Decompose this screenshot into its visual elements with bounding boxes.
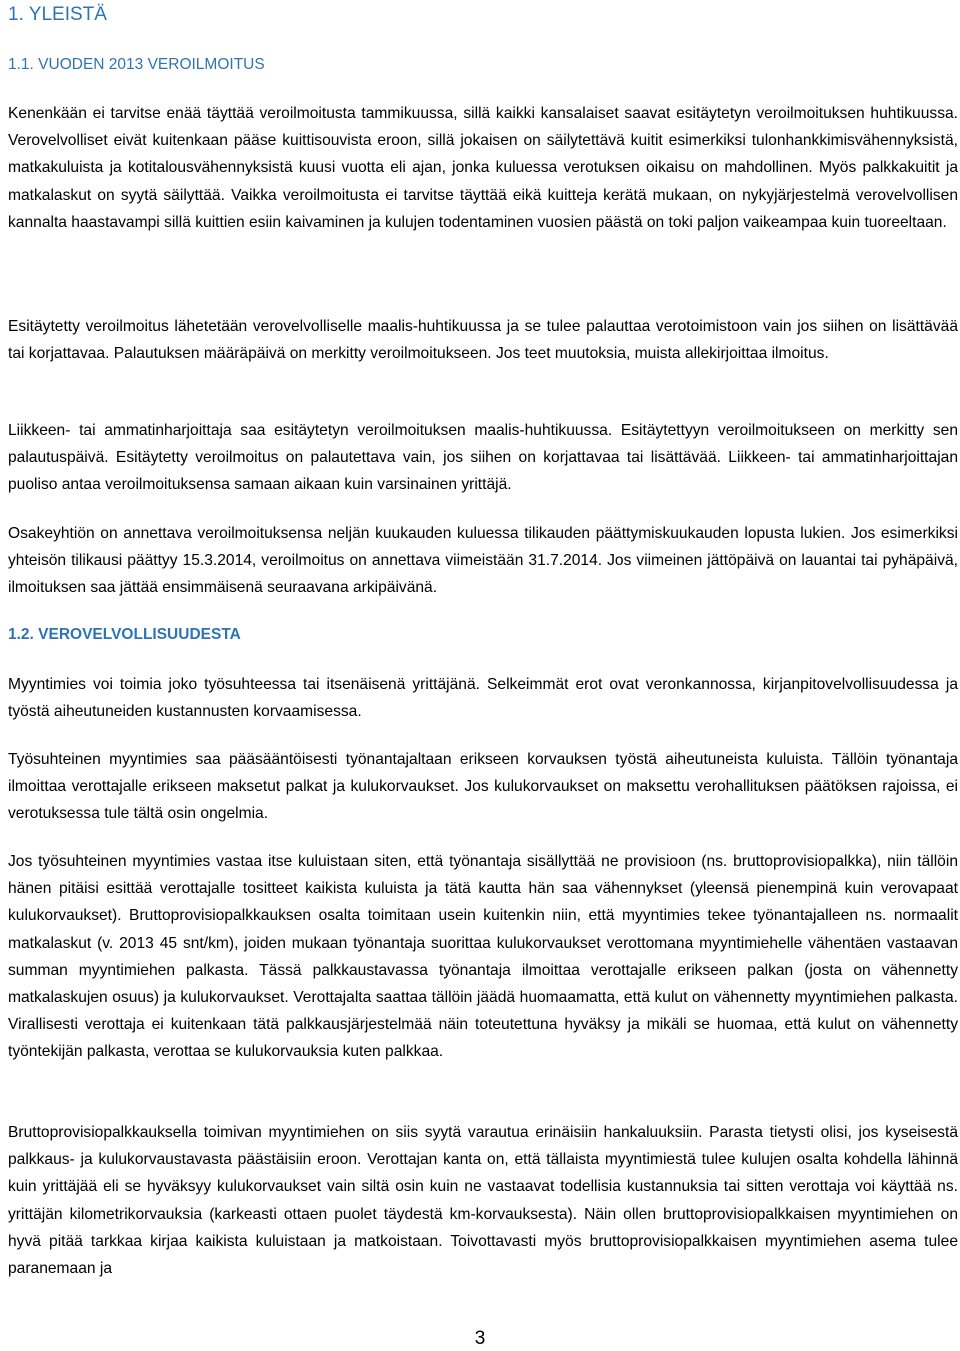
subsection-heading-veroilmoitus: 1.1. VUODEN 2013 VEROILMOITUS <box>8 56 265 73</box>
paragraph: Jos työsuhteinen myyntimies vastaa itse kuluistaan siten, että työnantaja sisällyttää ne provisioon (ns. bruttoprovisiopalkka), niin tällöin hänen pitäisi esittää verottajalle tositteet kaikista kuluista ja tätä kautta hän saa vähennykset (yleensä pienempinä kuin verovapaat kulukorvaukset). Bruttoprovisiopalkkauksen osalta toimitaan usein kuitenkin niin, että myyntimies tekee työnantajalleen ns. normaalit matkalaskut (v. 2013 45 snt/km), joiden mukaan työnantaja suorittaa kulukorvaukset verottomana myyntimiehelle vähentäen vastaavan summan myyntimiehen palkasta. Tässä palkkaustavassa työnantaja ilmoittaa verottajalle erikseen palkan (josta on vähennetty matkalaskujen osuus) ja kulukorvaukset. Verottajalta saattaa tällöin jäädä huomaamatta, että kulut on vähennetty myyntimiehen palkasta. Virallisesti verottaja ei kuitenkaan tätä palkkausjärjestelmää näin toteutettuna hyväksy ja mikäli se huomaa, että kulut on vähennetty työntekijän palkasta, verottaa se kulukorvauksia kuten palkkaa. <box>8 853 958 1061</box>
paragraph: Osakeyhtiön on annettava veroilmoituksensa neljän kuukauden kuluessa tilikauden päättymiskuukauden lopusta lukien. Jos esimerkiksi yhteisön tilikausi päättyy 15.3.2014, veroilmoitus on annettava viimeistään 31.7.2014. Jos viimeinen jättöpäivä on lauantai tai pyhäpäivä, ilmoituksen saa jättää ensimmäisenä seuraavana arkipäivänä. <box>8 525 958 597</box>
paragraph: Esitäytetty veroilmoitus lähetetään verovelvolliselle maalis-huhtikuussa ja se tulee palauttaa verotoimistoon vain jos siihen on lisättävää tai korjattavaa. Palautuksen määräpäivä on merkitty veroilmoitukseen. Jos teet muutoksia, muista allekirjoittaa ilmoitus. <box>8 318 958 363</box>
paragraph: Liikkeen- tai ammatinharjoittaja saa esitäytetyn veroilmoituksen maalis-huhtikuussa. Esitäytettyyn veroilmoitukseen on merkitty sen palautuspäivä. Esitäytetty veroilmoitus on palautettava vain, jos siihen on korjattavaa tai lisättävää. Liikkeen- tai ammatinharjoittajan puoliso antaa veroilmoituksensa samaan aikaan kuin varsinainen yrittäjä. <box>8 422 958 494</box>
paragraph: Työsuhteinen myyntimies saa pääsääntöisesti työnantajaltaan erikseen korvauksen työstä aiheutuneista kuluista. Tällöin työnantaja ilmoittaa verottajalle erikseen maksetut palkat ja kulukorvaukset. Jos kulukorvaukset on maksettu verohallituksen päätöksen rajoissa, ei verotuksessa tule tältä osin ongelmia. <box>8 751 958 823</box>
subsection-heading-verovelvollisuudesta: 1.2. VEROVELVOLLISUUDESTA <box>8 626 241 643</box>
page-number: 3 <box>474 1328 486 1349</box>
paragraph: Myyntimies voi toimia joko työsuhteessa tai itsenäisenä yrittäjänä. Selkeimmät erot ovat veronkannossa, kirjanpitovelvollisuudessa ja työstä aiheutuneiden kustannusten korvaamisessa. <box>8 676 958 721</box>
section-heading-yleista: 1. YLEISTÄ <box>8 4 107 25</box>
paragraph: Bruttoprovisiopalkkauksella toimivan myyntimiehen on siis syytä varautua erinäisiin hankaluuksiin. Parasta tietysti olisi, jos kyseisestä palkkaus- ja kulukorvaustavasta päästäisiin eroon. Verottajan kanta on, että tällaista myyntimiestä tulee kulujen osalta kohdella lähinnä kuin yrittäjää eli se hyväksyy kulukorvaukset vain siltä osin kuin ne vastaavat todellisia kustannuksia tai sitten verottaja voi käyttää ns. yrittäjän kilometrikorvauksia (karkeasti ottaen puolet täydestä km-korvauksesta). Näin ollen bruttoprovisiopalkkaisen myyntimiehen on hyvä pitää tarkkaa kirjaa kaikista kuluistaan ja matkoistaan. Toivottavasti myös bruttoprovisiopalkkaisen myyntimiehen asema tulee paranemaan ja <box>8 1124 958 1278</box>
paragraph: Kenenkään ei tarvitse enää täyttää veroilmoitusta tammikuussa, sillä kaikki kansalaiset saavat esitäytetyn veroilmoituksen huhtikuussa. Verovelvolliset eivät kuitenkaan pääse kuittisouvista eroon, sillä jokaisen on säilytettävä kuitit esimerkiksi tulonhankkimisvähennyksistä, matkakuluista ja kotitalousvähennyksistä kuusi vuotta eli ajan, jonka kuluessa verotuksen oikaisu on mahdollinen. Myös palkkakuitit ja matkalaskut on syytä säilyttää. Vaikka veroilmoitusta ei tarvitse täyttää eikä kuitteja kerätä mukaan, on nykyjärjestelmä verovelvollisen kannalta haastavampi sillä kuittien esiin kaivaminen ja kulujen todentaminen vuosien päästä on toki paljon vaikeampaa kuin tuoreeltaan. <box>8 105 958 231</box>
